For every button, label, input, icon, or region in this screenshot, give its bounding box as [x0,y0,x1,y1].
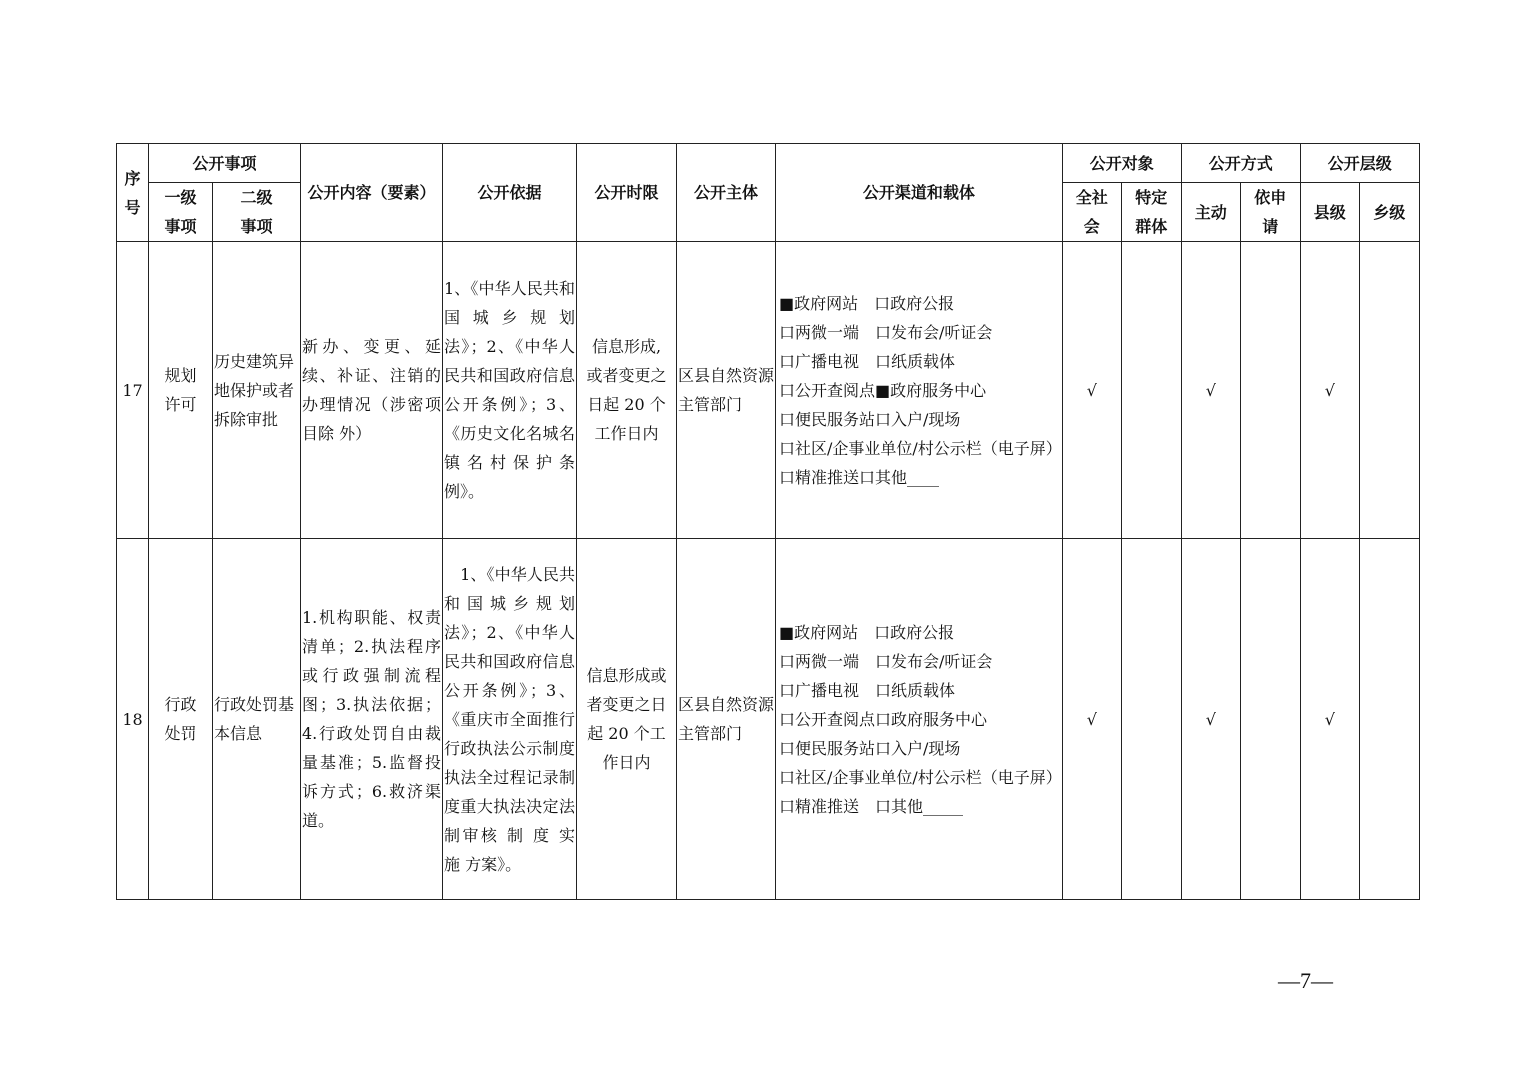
channel-line: 口公开查阅点口政府服务中心 [779,709,988,729]
header-object-all: 全社 会 [1062,183,1121,242]
header-row-1 [117,144,1420,183]
header-channel: 公开渠道和载体 [776,144,1063,242]
row-basis: 1、《中华人民共和 国 城 乡 规 划法》；2、《中华人民共和国政府信息公开条例》；3、《历史文化名城名镇名村保护条例》。 [443,242,577,539]
header-object-group: 公开对象 [1062,144,1181,183]
check-mark-object-all: √ [1062,539,1121,900]
header-item-l2: 二级 事项 [213,183,301,242]
header-level-group: 公开层级 [1300,144,1419,183]
table-row [117,539,1420,900]
check-mark-method-active: √ [1181,539,1240,900]
header-time-limit: 公开时限 [577,144,677,242]
header-method-active: 主动 [1181,183,1240,242]
cell-level-town [1359,242,1419,539]
channel-line: 口便民服务站口入户/现场 [779,409,961,429]
row-channels [776,242,1063,539]
header-basis: 公开依据 [443,144,577,242]
row-seq: 18 [117,539,149,900]
check-mark-object-all: √ [1062,242,1121,539]
header-seq: 序 号 [117,144,149,242]
row-time-limit: 信息形成, 或者变更之 日起 20 个 工作日内 [577,242,677,539]
channel-line: ■政府网站 口政府公报 [779,293,955,313]
header-subject: 公开主体 [677,144,776,242]
header-content: 公开内容（要素） [301,144,443,242]
row-item-l1: 行政 处罚 [149,539,213,900]
header-level-town: 乡级 [1359,183,1419,242]
channel-line: 口社区/企事业单位/村公示栏（电子屏） [779,438,1062,458]
row-content: 1.机构职能、权责清单；2.执法程序或行政强制流程图；3.执法依据；4.行政处罚自由裁量基准；5.监督投诉方式；6.救济渠道。 [301,539,443,900]
table-row [117,242,1420,539]
channel-line: 口两微一端 口发布会/听证会 [779,322,993,342]
channel-line: 口精准推送口其他____ [779,467,940,487]
cell-level-town [1359,539,1419,900]
cell-method-apply [1240,539,1300,900]
header-method-group: 公开方式 [1181,144,1300,183]
header-item-l1: 一级 事项 [149,183,213,242]
row-basis: 1、《中华人民共和国城乡规划法》；2、《中华人民共和国政府信息公开条例》；3、《重庆市全面推行行政执法公示制度执法全过程记录制度重大执法决定法制审核 制 度 实 施 方案》。 [443,539,577,900]
page-number: —7— [1278,968,1333,993]
check-mark-level-county: √ [1300,242,1359,539]
cell-method-apply [1240,242,1300,539]
header-method-apply: 依申 请 [1240,183,1300,242]
check-mark-method-active: √ [1181,242,1240,539]
channel-line: 口便民服务站口入户/现场 [779,738,961,758]
row-item-l1: 规划 许可 [149,242,213,539]
row-subject: 区县自然资源主管部门 [677,539,776,900]
row-time-limit: 信息形成或 者变更之日 起 20 个工 作日内 [577,539,677,900]
row-content: 新办、变更、延续、补证、注销的办理情况（涉密项目除 外） [301,242,443,539]
cell-object-specific [1121,539,1181,900]
row-channels [776,539,1063,900]
channel-line: 口广播电视 口纸质载体 [779,351,956,371]
header-level-county: 县级 [1300,183,1359,242]
channel-line: 口精准推送 口其他_____ [779,796,964,816]
check-mark-level-county: √ [1300,539,1359,900]
header-item-group: 公开事项 [149,144,301,183]
channel-line: 口公开查阅点■政府服务中心 [779,380,987,400]
channel-line: 口社区/企事业单位/村公示栏（电子屏） [779,767,1062,787]
row-item-l2: 行政处罚基本信息 [213,539,301,900]
row-seq: 17 [117,242,149,539]
cell-object-specific [1121,242,1181,539]
channel-line: ■政府网站 口政府公报 [779,622,955,642]
header-object-specific: 特定 群体 [1121,183,1181,242]
row-item-l2: 历史建筑异地保护或者拆除审批 [213,242,301,539]
row-subject: 区县自然资源主管部门 [677,242,776,539]
channel-line: 口广播电视 口纸质载体 [779,680,956,700]
channel-line: 口两微一端 口发布会/听证会 [779,651,993,671]
disclosure-table [116,143,1420,900]
